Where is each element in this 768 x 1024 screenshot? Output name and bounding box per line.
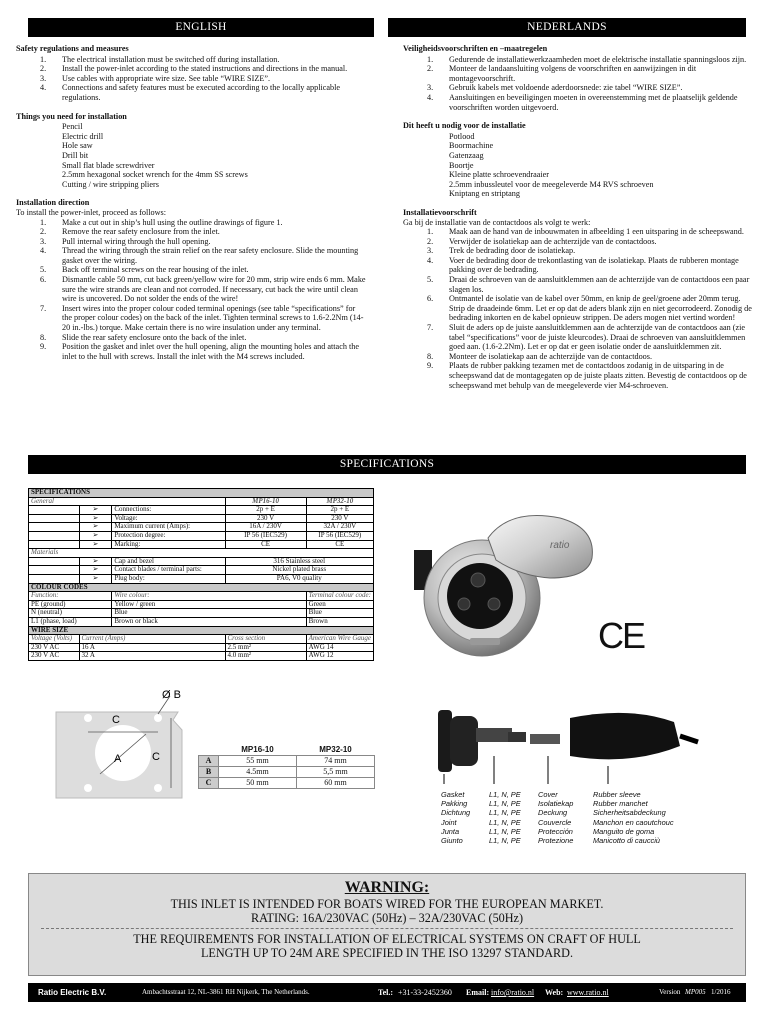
spec-cell: 230 V AC <box>29 652 80 661</box>
dutch-column <box>403 44 758 399</box>
dimension-header <box>199 744 375 755</box>
en-direction-intro: To install the power-inlet, proceed as follows: <box>16 207 167 217</box>
spec-row <box>29 635 374 644</box>
spec-cell: Connections: <box>112 506 225 515</box>
spec-row <box>29 497 374 506</box>
footer-version-date: 1/2016 <box>711 988 731 996</box>
list-item <box>403 55 758 65</box>
exploded-parts-drawing <box>430 696 700 784</box>
dimension-value: 4.5mm <box>219 766 297 777</box>
item-text: Position the gasket and inlet over the hull opening, align the mounting holes and attach the inlet to the hull with screws. Install the inlet with the M4 screws included. <box>62 342 359 361</box>
english-header: ENGLISH <box>28 18 374 37</box>
list-item <box>16 55 366 65</box>
spec-cell: Maximum current (Amps): <box>112 523 225 532</box>
spec-row <box>29 617 374 626</box>
list-item <box>16 237 366 247</box>
english-column <box>16 44 366 370</box>
footer-company: Ratio Electric B.V. <box>38 988 107 997</box>
line-item: Pakking <box>441 799 468 809</box>
list-item <box>16 227 366 237</box>
line-item: Boormachine <box>449 141 494 151</box>
spec-cell: N (neutral) <box>29 609 112 618</box>
spec-row <box>29 531 374 540</box>
line-item: Gasket <box>441 790 465 799</box>
dimension-key: B <box>199 766 219 777</box>
line-item: Electric drill <box>62 131 104 141</box>
item-text: Slide the rear safety enclosure onto the back of the inlet. <box>62 332 247 342</box>
list-item <box>403 352 758 362</box>
line-item: Small flat blade screwdriver <box>62 160 155 170</box>
dimension-value: 5,5 mm <box>297 766 375 777</box>
spec-cell <box>29 566 80 575</box>
spec-row <box>29 600 374 609</box>
item-number: 3. <box>427 246 434 256</box>
model-mp32: MP32-10 <box>306 497 373 506</box>
line-item: Deckung <box>538 808 568 818</box>
list-item <box>16 64 366 74</box>
spec-cell: Marking: <box>112 540 225 549</box>
item-number: 4. <box>427 92 434 102</box>
item-text: Pull internal wiring through the hull opening. <box>62 236 211 246</box>
spec-cell <box>29 557 80 566</box>
spec-cell: Brown or black <box>112 617 306 626</box>
line-item: Protección <box>538 826 573 836</box>
line-item: Pencil <box>62 122 83 132</box>
footer-web-link[interactable]: www.ratio.nl <box>567 988 609 997</box>
line-item: Cover <box>538 790 558 799</box>
spec-cell: CE <box>306 540 373 549</box>
footer-address: Ambachtsstraat 12, NL-3861 RH Nijkerk, The Netherlands. <box>142 988 310 996</box>
line-item: Boortje <box>449 160 474 170</box>
specifications-table <box>28 488 374 661</box>
dim-label-c-side: C <box>152 751 160 763</box>
spec-cell <box>29 514 80 523</box>
line-item: 2.5mm hexagonal socket wrench for the 4mm SS screws <box>62 170 248 180</box>
spec-materials-label: Materials <box>29 549 374 558</box>
warning-line-3: THE REQUIREMENTS FOR INSTALLATION OF ELECTRICAL SYSTEMS ON CRAFT OF HULL <box>133 932 641 946</box>
item-text: Monteer de isolatiekap aan de achterzijde van de contactdoos. <box>449 351 653 361</box>
spec-cell: Green <box>306 600 373 609</box>
spec-cell: 32A / 230V <box>306 523 373 532</box>
footer-version-code: MP005 <box>685 988 706 996</box>
spec-cell: 316 Stainless steel <box>225 557 374 566</box>
list-item <box>403 83 758 93</box>
footer-email-link[interactable]: info@ratio.nl <box>491 988 535 997</box>
item-number: 8. <box>40 332 47 342</box>
colour-codes-title: COLOUR CODES <box>29 583 374 592</box>
line-item: Kniptang en striptang <box>449 189 520 199</box>
spec-cell: 230 V AC <box>29 643 80 652</box>
spec-cell: 32 A <box>79 652 225 661</box>
model-header: MP32-10 <box>319 744 352 754</box>
spec-row <box>29 592 374 601</box>
dim-label-c-top: C <box>112 714 120 726</box>
list-item <box>403 294 758 323</box>
dimension-key: C <box>199 777 219 788</box>
line-item: Drill bit <box>62 150 89 160</box>
line-item: Gatenzaag <box>449 150 484 160</box>
list-item <box>403 275 758 294</box>
spec-cell: 16A / 230V <box>225 523 306 532</box>
item-text: Verwijder de isolatiekap aan de achterzijde van de contactdoos. <box>449 236 657 246</box>
footer-tel-label: Tel.: <box>378 988 394 997</box>
list-item <box>16 333 366 343</box>
list-item <box>403 246 758 256</box>
item-number: 2. <box>427 236 434 246</box>
line-item: L1, N, PE <box>489 790 521 799</box>
spec-cell: Wire colour: <box>112 592 306 601</box>
item-text: Use cables with appropriate wire size. See table “WIRE SIZE”. <box>62 73 271 83</box>
list-item <box>16 83 366 102</box>
list-item <box>16 246 366 265</box>
list-item <box>16 218 366 228</box>
list-item <box>16 304 366 333</box>
line-item: 2.5mm inbussleutel voor de meegeleverde M4 RVS schroeven <box>449 179 654 189</box>
item-number: 1. <box>427 54 434 64</box>
item-number: 3. <box>40 236 47 246</box>
spec-row <box>29 549 374 558</box>
spec-general-label: General <box>29 497 226 506</box>
spec-cell: PE (ground) <box>29 600 112 609</box>
spec-cell: Current (Amps) <box>79 635 225 644</box>
spec-row <box>29 523 374 532</box>
spec-row <box>29 626 374 635</box>
warning-line-2: RATING: 16A/230VAC (50Hz) – 32A/230VAC (50Hz) <box>250 911 524 925</box>
spec-cell: Voltage (Volts) <box>29 635 80 644</box>
spec-row <box>29 583 374 592</box>
dimension-row <box>199 766 375 777</box>
list-item <box>403 256 758 275</box>
dimension-value: 74 mm <box>297 755 375 766</box>
spec-row <box>29 540 374 549</box>
spec-cell: IP 56 (IEC529) <box>306 531 373 540</box>
item-number: 7. <box>427 323 434 333</box>
item-number: 1. <box>40 217 47 227</box>
spec-cell <box>29 523 80 532</box>
nl-safety-title: Veiligheidsvoorschriften en –maatregelen <box>403 44 548 53</box>
item-number: 3. <box>40 73 47 83</box>
dimension-value: 60 mm <box>297 777 375 788</box>
line-item: Potlood <box>449 131 475 141</box>
spec-cell: Contact blades / terminal parts: <box>112 566 225 575</box>
item-number: 4. <box>427 255 434 265</box>
en-safety-title: Safety regulations and measures <box>16 44 129 53</box>
item-number: 4. <box>40 246 47 256</box>
line-item: Junta <box>441 826 460 836</box>
arrow-icon: ➢ <box>79 531 112 540</box>
spec-row <box>29 652 374 661</box>
spec-title: SPECIFICATIONS <box>29 489 374 498</box>
item-number: 3. <box>427 83 434 93</box>
warning-divider <box>41 928 733 929</box>
warning-box <box>28 873 746 976</box>
spec-cell <box>29 506 80 515</box>
line-item: L1, N, PE <box>489 826 521 836</box>
parts-col-sleeve <box>593 790 674 845</box>
spec-row <box>29 506 374 515</box>
line-item: L1, N, PE <box>489 817 521 827</box>
line-item: Sicherheitsabdeckung <box>593 808 666 818</box>
list-item <box>16 275 366 304</box>
item-number: 9. <box>40 342 47 352</box>
spec-row <box>29 557 374 566</box>
dimension-row <box>199 777 375 788</box>
dutch-header: NEDERLANDS <box>388 18 746 37</box>
dimension-row <box>199 755 375 766</box>
specifications-header: SPECIFICATIONS <box>28 455 746 474</box>
warning-line-1: THIS INLET IS INTENDED FOR BOATS WIRED FOR THE EUROPEAN MARKET. <box>170 897 604 911</box>
nl-things-list <box>449 132 758 199</box>
spec-cell <box>29 574 80 583</box>
list-item <box>403 323 758 352</box>
spec-cell: AWG 14 <box>306 643 373 652</box>
arrow-icon: ➢ <box>79 566 112 575</box>
parts-col-gasket <box>441 790 470 845</box>
item-number: 4. <box>40 83 47 93</box>
item-number: 6. <box>427 294 434 304</box>
spec-row <box>29 566 374 575</box>
spec-row <box>29 489 374 498</box>
item-text: Ontmantel de isolatie van de kabel over 50mm, en knip de geel/groene ader 20mm terug. Strip de draadeinde 6mm. Let er op dat de aders blank zijn en niet gecorrodeerd. Zonodig de bedrading inkorten en de kabel opnieuw strippen. De aders mogen niet vertind worden! <box>449 294 752 323</box>
list-item <box>403 93 758 112</box>
blank-cell <box>199 744 219 755</box>
spec-cell: Plug body: <box>112 574 225 583</box>
item-text: Install the power-inlet according to the stated instructions and directions in the manual. <box>62 64 348 74</box>
en-direction-title: Installation direction <box>16 198 90 208</box>
en-things-list <box>62 122 366 189</box>
nl-steps-list <box>403 227 758 390</box>
spec-cell: IP 56 (IEC529) <box>225 531 306 540</box>
dimension-table <box>198 744 375 789</box>
item-text: Gebruik kabels met voldoende aderdoorsnede: zie tabel “WIRE SIZE”. <box>449 83 683 93</box>
item-text: Maak aan de hand van de inbouwmaten in afbeelding 1 een uitsparing in de scheepswand. <box>449 227 744 237</box>
item-text: Gedurende de installatiewerkzaamheden moet de elektrische installatie spanningsloos zijn. <box>449 54 747 64</box>
item-number: 2. <box>40 64 47 74</box>
spec-cell: 4.0 mm² <box>225 652 306 661</box>
spec-cell <box>29 540 80 549</box>
footer-version-label: Version <box>659 988 681 996</box>
spec-cell: L1 (phase, load) <box>29 617 112 626</box>
line-item: Joint <box>441 817 457 827</box>
spec-cell: Protection degree: <box>112 531 225 540</box>
item-text: Insert wires into the proper colour coded terminal openings (see table “specifications” for the proper colour codes) on the back of the inlet. Tighten terminal screws to 1.6-2.2Nm (14-20 in.-lbs.) torque. Make certain there is no wire insulation under any terminal. <box>62 303 364 333</box>
item-text: Sluit de aders op de juiste aansluitklemmen aan de achterzijde van de contactdoos aan (zie tabel “specifications” voor de juiste kleurcodes). Draai de schroeven van aansluitklemmen goed aan. (1.6-2.2Nm). Let er op dat er geen isolatie onder de aansluitklemmen zit. <box>449 323 746 352</box>
line-item: Cutting / wire stripping pliers <box>62 179 159 189</box>
spec-row <box>29 514 374 523</box>
line-item: Rubber sleeve <box>593 790 641 799</box>
line-item: Kleine platte schroevendraaier <box>449 170 550 180</box>
brand-engraving: ratio <box>550 540 570 551</box>
spec-cell <box>29 531 80 540</box>
item-number: 2. <box>40 227 47 237</box>
list-item <box>16 74 366 84</box>
nl-safety-list <box>403 55 758 113</box>
warning-title: WARNING: <box>344 879 430 896</box>
model-header: MP16-10 <box>241 744 274 754</box>
item-number: 5. <box>40 265 47 275</box>
item-text: Make a cut out in ship’s hull using the outline drawings of figure 1. <box>62 217 283 227</box>
dimension-value: 50 mm <box>219 777 297 788</box>
item-number: 1. <box>40 54 47 64</box>
wire-size-title: WIRE SIZE <box>29 626 374 635</box>
spec-cell: 230 V <box>306 514 373 523</box>
spec-cell: Nickel plated brass <box>225 566 374 575</box>
line-item: L1, N, PE <box>489 808 521 818</box>
item-text: Back off terminal screws on the rear housing of the inlet. <box>62 265 249 275</box>
item-text: Connections and safety features must be executed according to the locally applicable regulations. <box>62 83 341 102</box>
warning-line-4: LENGTH UP TO 24M ARE SPECIFIED IN THE ISO 13297 STANDARD. <box>200 946 573 960</box>
item-number: 8. <box>427 351 434 361</box>
arrow-icon: ➢ <box>79 506 112 515</box>
ce-mark: CE <box>598 615 645 656</box>
item-text: Dismantle cable 50 mm, cut back green/yellow wire for 20 mm, strip wire ends 6 mm. Make sure the wire strands are clean and not corroded. If necessary, cut back the wire until clean wire is uncovered. Do not solder the ends of the wire! <box>62 275 366 304</box>
line-item: Dichtung <box>441 808 471 818</box>
spec-cell: Blue <box>112 609 306 618</box>
en-things-title: Things you need for installation <box>16 111 127 121</box>
spec-cell: 2p + E <box>306 506 373 515</box>
item-text: Remove the rear safety enclosure from the inlet. <box>62 227 220 237</box>
list-item <box>403 361 758 390</box>
arrow-icon: ➢ <box>79 514 112 523</box>
nl-things-title: Dit heeft u nodig voor de installatie <box>403 121 526 131</box>
arrow-icon: ➢ <box>79 540 112 549</box>
list-item <box>16 342 366 361</box>
inlet-photo <box>400 500 600 665</box>
spec-cell: American Wire Gauge <box>306 635 373 644</box>
spec-cell: 230 V <box>225 514 306 523</box>
spec-cell: CE <box>225 540 306 549</box>
item-number: 9. <box>427 361 434 371</box>
spec-cell: AWG 12 <box>306 652 373 661</box>
line-item: Manchon en caoutchouc <box>593 817 674 827</box>
item-text: Thread the wiring through the strain relief on the rear safety enclosure. Slide the mounting gasket over the wiring. <box>62 246 359 265</box>
list-item <box>403 237 758 247</box>
line-item: L1, N, PE <box>489 836 521 846</box>
dimension-key: A <box>199 755 219 766</box>
item-text: Aansluitingen en beveiligingen moeten in overeenstemming met de plaatselijk geldende voorschriften worden uitgevoerd. <box>449 92 738 112</box>
dim-label-b: Ø B <box>162 690 181 701</box>
arrow-icon: ➢ <box>79 523 112 532</box>
line-item: Isolatiekap <box>538 799 574 809</box>
item-number: 7. <box>40 303 47 313</box>
cutout-drawing <box>48 690 198 810</box>
dimension-value: 55 mm <box>219 755 297 766</box>
model-mp16: MP16-10 <box>225 497 306 506</box>
line-item: Hole saw <box>62 141 93 151</box>
spec-cell: Voltage: <box>112 514 225 523</box>
spec-row <box>29 574 374 583</box>
footer-tel: +31-33-2452360 <box>398 988 452 997</box>
spec-cell: 2.5 mm² <box>225 643 306 652</box>
spec-cell: Function: <box>29 592 112 601</box>
footer <box>28 983 746 1002</box>
spec-cell: Yellow / green <box>112 600 306 609</box>
line-item: Rubber manchet <box>593 799 648 809</box>
parts-col-cover <box>538 790 573 845</box>
spec-cell: Cross section <box>225 635 306 644</box>
footer-web-label: Web: <box>545 988 564 997</box>
item-number: 2. <box>427 64 434 74</box>
item-number: 6. <box>40 275 47 285</box>
footer-email-label: Email: <box>466 988 490 997</box>
en-steps-list <box>16 218 366 362</box>
line-item: Manguito de goma <box>593 826 655 836</box>
item-text: The electrical installation must be switched off during installation. <box>62 54 280 64</box>
item-text: Trek de bedrading door de isolatiekap. <box>449 246 576 256</box>
item-number: 5. <box>427 275 434 285</box>
spec-row <box>29 643 374 652</box>
dim-label-a: A <box>114 753 122 765</box>
parts-col-wires <box>489 790 521 845</box>
spec-cell: PA6, V0 quality <box>225 574 374 583</box>
item-text: Voer de bedrading door de trekontlasting van de isolatiekap. Plaats de rubberen montage pakking over de bedrading. <box>449 255 739 275</box>
line-item: Couvercle <box>538 817 572 827</box>
item-text: Monteer de landaansluiting volgens de voorschriften en aanwijzingen in dit montagevoorschrift. <box>449 64 697 83</box>
line-item: Protezione <box>538 836 574 846</box>
spec-cell: Cap and bezel <box>112 557 225 566</box>
spec-cell: Terminal colour code: <box>306 592 373 601</box>
arrow-icon: ➢ <box>79 557 112 566</box>
spec-cell: 16 A <box>79 643 225 652</box>
nl-direction-intro: Ga bij de installatie van de contactdoos als volgt te werk: <box>403 217 591 227</box>
spec-cell: Blue <box>306 609 373 618</box>
spec-cell: Brown <box>306 617 373 626</box>
item-number: 1. <box>427 227 434 237</box>
item-text: Plaats de rubber pakking tezamen met de contactdoos zodanig in de uitsparing in de scheepswand dat de montagegaten op de juiste plaats zitten. Bevestig de contactdoos op de scheepswand met behulp van de meegeleverde vier M4-schroeven. <box>449 361 747 390</box>
spec-cell: 2p + E <box>225 506 306 515</box>
line-item: Manicotto di caucciù <box>593 836 660 846</box>
spec-row <box>29 609 374 618</box>
list-item <box>16 265 366 275</box>
line-item: L1, N, PE <box>489 799 521 809</box>
en-safety-list <box>16 55 366 103</box>
arrow-icon: ➢ <box>79 574 112 583</box>
item-text: Draai de schroeven van de aansluitklemmen aan de achterzijde van de contactdoos een paar slagen los. <box>449 275 750 294</box>
list-item <box>403 227 758 237</box>
line-item: Giunto <box>441 836 463 846</box>
nl-direction-title: Installatievoorschrift <box>403 207 477 217</box>
list-item <box>403 64 758 83</box>
